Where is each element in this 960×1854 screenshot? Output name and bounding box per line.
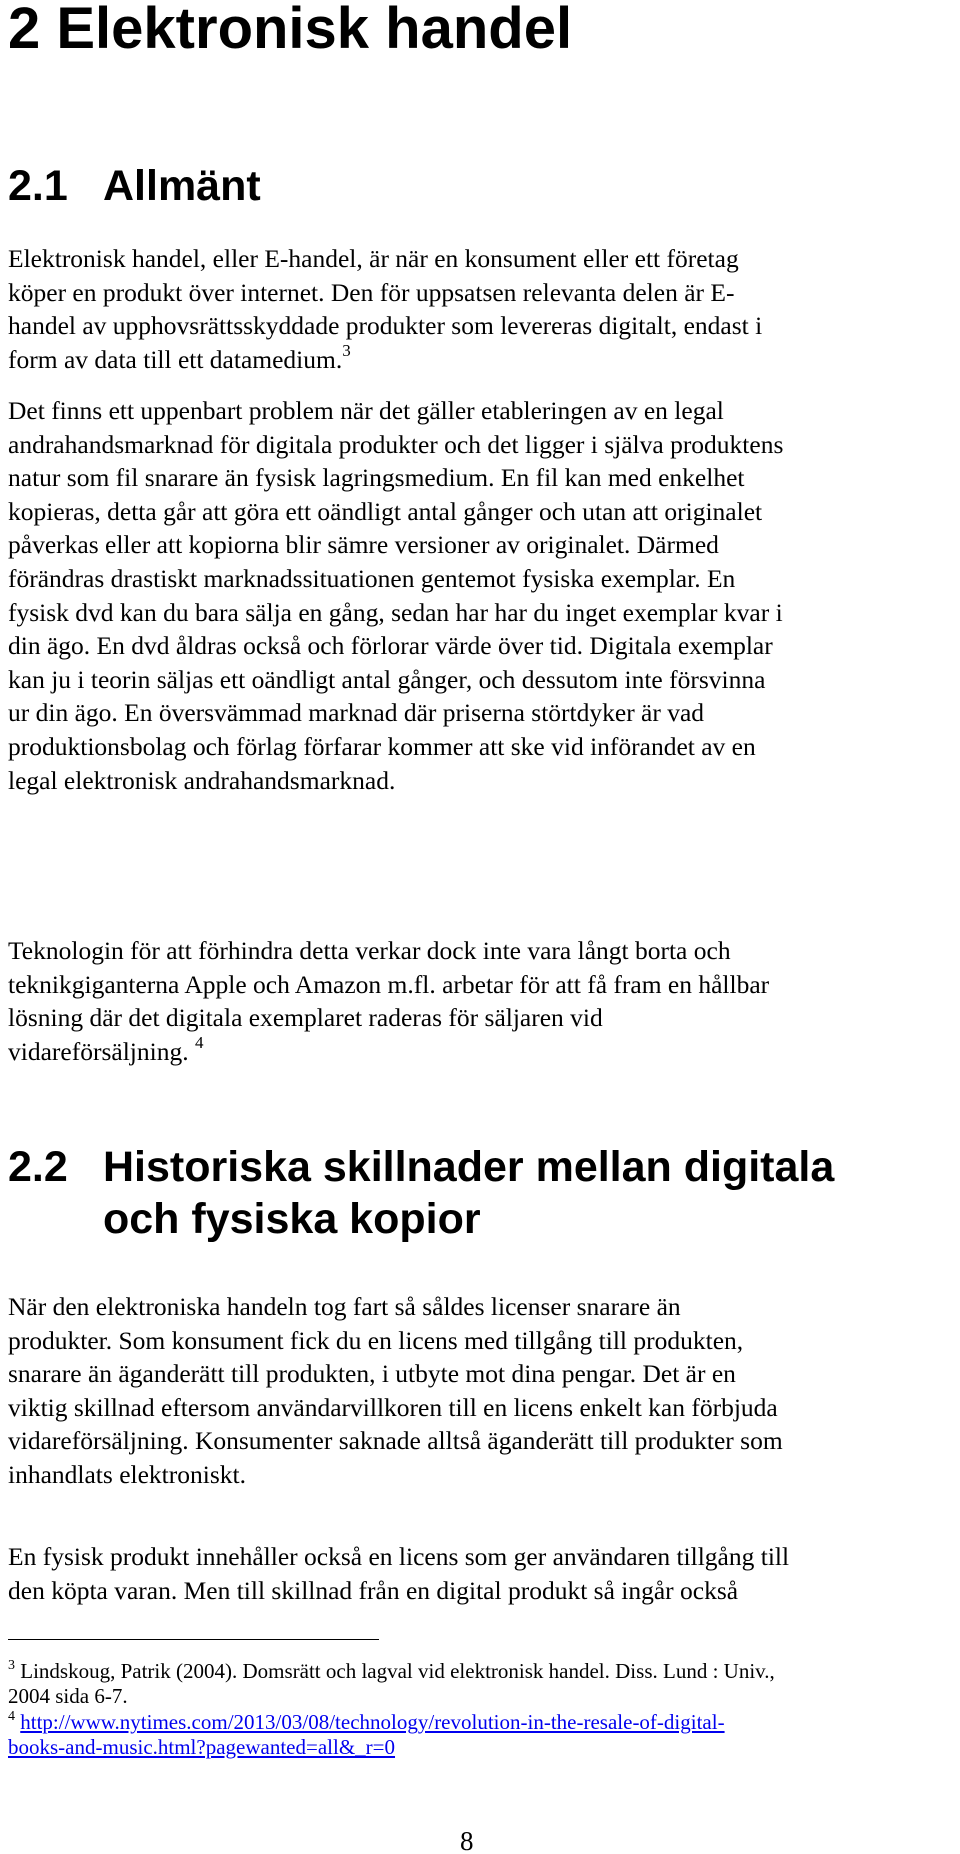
text-line: handel av upphovsrättsskyddade produkter som levereras digitalt, endast i <box>8 311 763 341</box>
footnote <box>8 1710 958 1759</box>
text-line: påverkas eller att kopiorna blir sämre versioner av originalet. Därmed <box>8 530 719 560</box>
section-number: 2.2 <box>8 1143 68 1191</box>
text-line: produkter. Som konsument fick du en licens med tillgång till produkten, <box>8 1325 744 1355</box>
footnote-text: Lindskoug, Patrik (2004). Domsrätt och lagval vid elektronisk handel. Diss. Lund : Univ., <box>20 1659 775 1683</box>
footnote-link[interactable]: http://www.nytimes.com/2013/03/08/technology/revolution-in-the-resale-of-digital- <box>20 1710 725 1734</box>
text-line: produktionsbolag och förlag förfarar kommer att ske vid införandet av en <box>8 731 756 761</box>
section-title: Allmänt <box>103 162 261 210</box>
paragraph <box>8 1540 958 1607</box>
footnote-marker: 4 <box>8 1709 15 1724</box>
text-line: lösning där det digitala exemplaret raderas för säljaren vid <box>8 1003 603 1033</box>
text-line: teknikgiganterna Apple och Amazon m.fl. arbetar för att få fram en hållbar <box>8 969 770 999</box>
footnote-line <box>8 1659 958 1684</box>
text-segment: vidareförsäljning. <box>8 1036 189 1066</box>
footnote-separator <box>8 1639 379 1640</box>
section-title <box>103 1141 953 1245</box>
text-line: ur din ägo. En översvämmad marknad där priserna störtdyker är vad <box>8 698 705 728</box>
section-number: 2.1 <box>8 162 68 210</box>
paragraph <box>8 934 958 1068</box>
footnote <box>8 1659 958 1708</box>
text-line: När den elektroniska handeln tog fart så såldes licenser snarare än <box>8 1292 681 1321</box>
footnote-reference[interactable]: 4 <box>194 1032 204 1052</box>
text-line: Teknologin för att förhindra detta verkar dock inte vara långt borta och <box>8 936 731 965</box>
text-line: legal elektronisk andrahandsmarknad. <box>8 765 396 795</box>
section-title-line: Historiska skillnader mellan digitala <box>103 1143 835 1191</box>
paragraph <box>8 1290 958 1492</box>
footnote-line <box>8 1710 958 1735</box>
text-line: viktig skillnad eftersom användarvillkoren till en licens enkelt kan förbjuda <box>8 1392 778 1422</box>
text-line: Det finns ett uppenbart problem när det gäller etableringen av en legal <box>8 396 724 425</box>
text-line: snarare än äganderätt till produkten, i utbyte mot dina pengar. Det är en <box>8 1359 736 1389</box>
footnote-marker: 3 <box>8 1658 15 1673</box>
text-line: kan ju i teorin säljas ett oändligt antal gånger, och dessutom inte försvinna <box>8 664 766 694</box>
text-line: vidareförsäljning. Konsumenter saknade alltså äganderätt till produkter som <box>8 1426 783 1456</box>
text-line <box>8 340 958 377</box>
text-line: din ägo. En dvd åldras också och förlorar värde över tid. Digitala exemplar <box>8 631 773 661</box>
text-line: Elektronisk handel, eller E-handel, är när en konsument eller ett företag <box>8 244 739 273</box>
text-segment: form av data till ett datamedium. <box>8 344 343 374</box>
chapter-title: 2 Elektronisk handel <box>8 0 573 61</box>
text-line: förändras drastiskt marknadssituationen gentemot fysiska exemplar. En <box>8 563 736 593</box>
page-number: 8 <box>460 1826 474 1854</box>
paragraph <box>8 242 958 376</box>
footnote-line: 2004 sida 6-7. <box>8 1683 128 1708</box>
footnote-link[interactable]: books-and-music.html?pagewanted=all&_r=0 <box>8 1734 396 1759</box>
text-line: den köpta varan. Men till skillnad från en digital produkt så ingår också <box>8 1575 739 1605</box>
section-title-line: och fysiska kopior <box>103 1195 481 1243</box>
text-line: inhandlats elektroniskt. <box>8 1459 246 1489</box>
text-line: fysisk dvd kan du bara sälja en gång, sedan har har du inget exemplar kvar i <box>8 597 783 627</box>
text-line: kopieras, detta går att göra ett oändligt antal gånger och utan att originalet <box>8 496 763 526</box>
text-line <box>8 1032 958 1069</box>
paragraph <box>8 394 958 797</box>
text-line: natur som fil snarare än fysisk lagringsmedium. En fil kan med enkelhet <box>8 463 745 493</box>
text-line: En fysisk produkt innehåller också en licens som ger användaren tillgång till <box>8 1542 790 1571</box>
footnote-line <box>8 1735 958 1760</box>
text-line: köper en produkt över internet. Den för uppsatsen relevanta delen är E- <box>8 277 735 307</box>
footnote-reference[interactable]: 3 <box>342 340 351 360</box>
text-line: andrahandsmarknad för digitala produkter och det ligger i själva produktens <box>8 429 784 459</box>
